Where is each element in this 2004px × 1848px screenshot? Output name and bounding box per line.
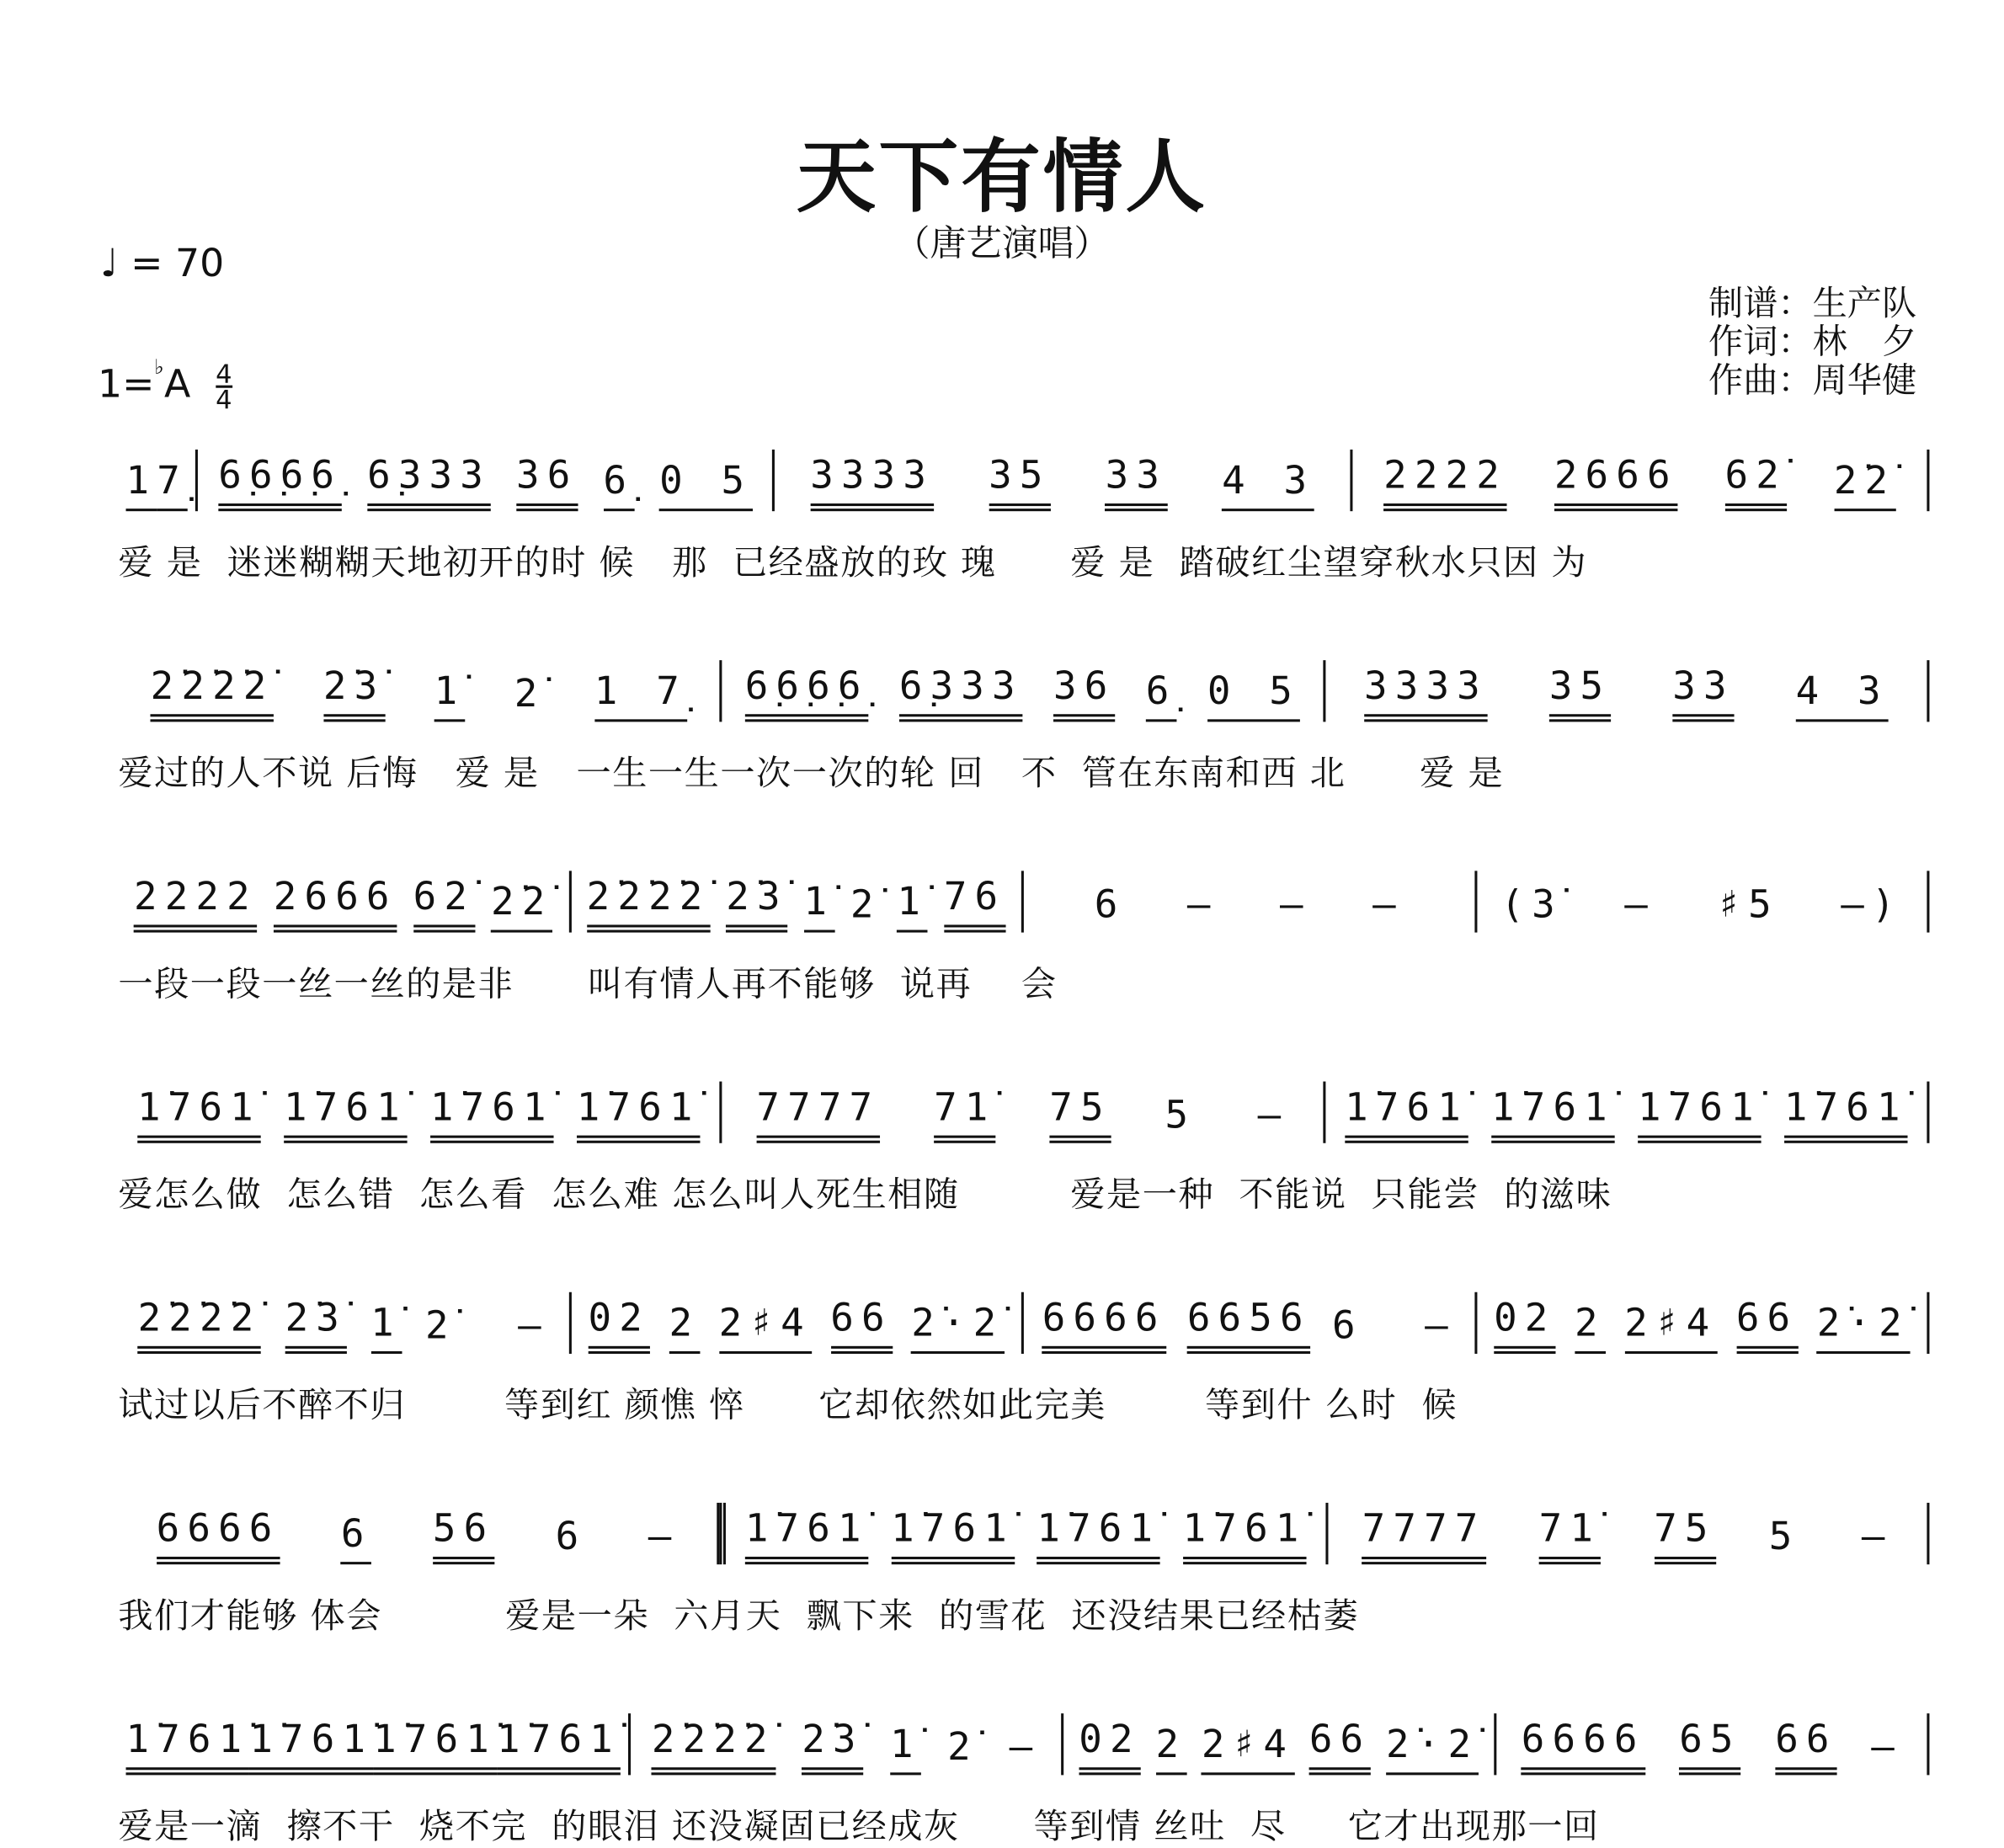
note-group: 1̇ (890, 1723, 921, 1776)
measure (631, 1713, 1063, 1775)
note-group: 4 3 (1222, 459, 1314, 512)
note-group: 36 (516, 454, 578, 512)
measure (198, 450, 775, 511)
note-group: 75 (1654, 1507, 1715, 1565)
note-group: 7777 (756, 1085, 880, 1143)
measure (571, 1292, 1024, 1354)
note-group: 2̇2̇2̇2̇ (587, 875, 711, 933)
note-group: 6 – (1331, 1303, 1456, 1349)
measure (1024, 1292, 1477, 1354)
note-group: 71̇ (1539, 1507, 1601, 1565)
note-group: 1̇ (897, 880, 928, 933)
key-signature (97, 354, 232, 415)
note-group: 1̇761̇ (745, 1507, 869, 1565)
note-group: 1 (126, 459, 157, 512)
measure (1477, 871, 1930, 932)
note-group: 1̇761̇ (284, 1085, 408, 1143)
note-group: 2666 (1554, 454, 1678, 512)
note-group: 02 (589, 1296, 650, 1354)
notation-line (118, 1711, 1929, 1775)
note-group: 6 – – – (1094, 882, 1404, 928)
measure (1325, 1082, 1929, 1143)
note-group: 7̣ (157, 459, 188, 512)
meter-bottom: 4 (216, 383, 232, 415)
measure (1024, 871, 1477, 932)
note-group: 6656 (1187, 1296, 1311, 1354)
note-group: 2̇3̇ (726, 875, 787, 933)
measure (118, 660, 722, 722)
note-group: 6̣6̣6̣6̣ (745, 664, 869, 722)
note-group: 66 (1309, 1718, 1371, 1776)
credit-arranger: 制谱：生产队 (1708, 284, 1917, 324)
measure (118, 1713, 631, 1775)
note-group: 1̇761̇ (497, 1718, 621, 1776)
score-row (118, 1500, 1929, 1638)
note-group: 1̇761̇ (1183, 1507, 1307, 1565)
lyrics-line: 试过以后不醉不归 等到红 颜憔 悴 它却依然如此完美 等到什 么时 候 (118, 1386, 1458, 1426)
note-group: 2♯4 (1202, 1723, 1294, 1776)
song-title: 天下有情人 (796, 130, 1208, 224)
time-signature (216, 357, 232, 415)
note-group: 2̇3̇ (323, 664, 385, 722)
note-group: 6̣333 (899, 664, 1023, 722)
note-group: 1̇761̇ (430, 1085, 554, 1143)
note-group: 6666 (1522, 1718, 1645, 1776)
note-group: 75 (1049, 1085, 1111, 1143)
score-row (118, 1079, 1929, 1217)
credit-lyricist: 作词：林 夕 (1708, 322, 1917, 363)
note-group: 1̇ (803, 880, 834, 933)
note-group: 2̇·2̇ (911, 1301, 1004, 1354)
note-group: 62̇ (1725, 454, 1787, 512)
meter-top: 4 (216, 357, 232, 389)
measure (118, 871, 571, 932)
score-row (118, 447, 1929, 584)
note-group: 6̣6̣6̣6̣ (218, 454, 342, 512)
lyrics-line: 爱怎么做 怎么错 怎么看 怎么难 怎么叫人死生相随 爱是一种 不能说 只能尝 的滋味 (118, 1174, 1612, 1216)
note-group: 1̇761̇ (373, 1718, 497, 1776)
measure (722, 660, 1325, 722)
measure (1063, 1713, 1496, 1775)
note-group: 56 (433, 1507, 494, 1565)
note-group: 0 5 (659, 459, 752, 512)
note-group: 33 (1106, 454, 1167, 512)
note-group: 3333 (1364, 664, 1488, 722)
note-group: 6666 (157, 1507, 280, 1565)
note-group: 36 (1053, 664, 1115, 722)
note-group: 6666 (1042, 1296, 1166, 1354)
note-group: 2̇ (850, 882, 882, 928)
note-group: 2̇ – (424, 1303, 549, 1349)
note-group: 1̇761̇ (249, 1718, 373, 1776)
notation-line (118, 868, 1929, 932)
note-group: 2̇ – (947, 1724, 1041, 1771)
measure (118, 1503, 719, 1564)
note-group: 5 – (1165, 1093, 1289, 1138)
measure (775, 450, 1352, 511)
note-group: 35 (989, 454, 1050, 512)
note-group: 2̇2̇2̇2̇ (151, 664, 274, 722)
note-group: 1̇761̇ (1345, 1085, 1468, 1143)
note-group: (3̇ – ♯5 –) (1500, 882, 1903, 928)
note-group: 2̇2̇ (491, 880, 552, 933)
note-group: 4 3 (1796, 669, 1889, 722)
measure (720, 1503, 1328, 1564)
note-group: 66 (830, 1296, 892, 1354)
credits (1708, 285, 1916, 401)
notation-line (118, 658, 1929, 722)
note-group: 2 (669, 1301, 700, 1354)
note-group: 6̣ (1146, 669, 1177, 722)
credit-composer: 作曲：周华健 (1708, 360, 1917, 401)
tempo-marking: ♩ = 70 (99, 241, 225, 287)
note-group: 2̇2̇2̇2̇ (138, 1296, 262, 1354)
note-group: 71̇ (934, 1085, 995, 1143)
key-prefix: 1= (97, 362, 155, 407)
note-group: 2666 (274, 875, 397, 933)
lyrics-line: 我们才能够 体会 爱是一朵 六月天 飘下来 的雪花 还没结果已经枯萎 (118, 1596, 1360, 1637)
note-group: 2̇·2̇ (1386, 1723, 1479, 1776)
score-row (118, 658, 1929, 795)
lyrics-line: 一段一段一丝一丝的是非 叫有情人再不能够 说再 会 (118, 964, 1058, 1005)
note-group: 1̇ (434, 669, 466, 722)
note-group: 1̇761̇ (1784, 1085, 1908, 1143)
note-group: 35 (1549, 664, 1611, 722)
measure (118, 1082, 722, 1143)
note-group: 33 (1672, 664, 1734, 722)
note-group: 7777 (1362, 1507, 1486, 1565)
lyrics-line: 爱过的人不说 后悔 爱 是 一生一生一次一次的轮 回 不 管在东南和西 北 爱 是 (118, 754, 1505, 794)
note-group: 2222 (1383, 454, 1507, 512)
note-group: 6 (341, 1512, 372, 1565)
note-group: 02 (1079, 1718, 1140, 1776)
measure (1352, 450, 1929, 511)
note-group: 6̣ (603, 459, 634, 512)
note-group: 2♯4 (719, 1301, 812, 1354)
note-group: 6̣333 (367, 454, 491, 512)
note-group: 66 (1736, 1296, 1798, 1354)
score-row (118, 1290, 1929, 1427)
note-group: 62̇ (413, 875, 475, 933)
note-group: 1̇761̇ (1037, 1507, 1160, 1565)
note-group: 6 – (555, 1514, 680, 1560)
note-group: 2♯4 (1624, 1301, 1717, 1354)
note-group: 66 (1775, 1718, 1836, 1776)
note-group: 1̇761̇ (137, 1085, 261, 1143)
lyrics-line: 爱 是 迷迷糊糊天地初开的时 候 那 已经盛放的玫 瑰 爱 是 踏破红尘望穿秋水只因 为 (118, 543, 1588, 583)
measure (118, 1292, 571, 1354)
flat-icon: ♭ (154, 354, 164, 380)
note-group: 2222 (134, 875, 258, 933)
note-group: 1 7̣ (594, 669, 687, 722)
note-group: 3333 (810, 454, 934, 512)
note-group: 2̇2̇2̇2̇ (652, 1718, 775, 1776)
notation-line (118, 447, 1929, 511)
lyrics-line: 爱是一滴 擦不干 烧不完 的眼泪 还没凝固已经成灰 等到情 丝吐 尽 它才出现那一回 (118, 1807, 1600, 1847)
note-group: 5 – (1768, 1514, 1893, 1560)
note-group: 76 (944, 875, 1005, 933)
song-subtitle: （唐艺演唱） (893, 221, 1111, 265)
notation-line (118, 1500, 1929, 1564)
note-group: 2̇ (514, 671, 546, 717)
measure (722, 1082, 1325, 1143)
note-group: 2̇3̇ (802, 1718, 863, 1776)
measure (118, 450, 198, 511)
note-group: 0 5 (1207, 669, 1300, 722)
note-group: 1̇761̇ (891, 1507, 1015, 1565)
note-group: 1̇761̇ (577, 1085, 701, 1143)
key-note: A (163, 362, 191, 407)
note-group: 2 (1155, 1723, 1186, 1776)
score-row (118, 1711, 1929, 1848)
note-group: 2̇·2̇ (1817, 1301, 1910, 1354)
measure (1328, 1503, 1929, 1564)
measure (1477, 1292, 1930, 1354)
measure (1325, 660, 1929, 722)
note-group: 1̇761̇ (1491, 1085, 1615, 1143)
measure (1496, 1713, 1929, 1775)
notation-line (118, 1290, 1929, 1354)
note-group: 1̇ (370, 1301, 402, 1354)
note-group: 65 (1679, 1718, 1740, 1776)
notation-line (118, 1079, 1929, 1143)
note-group: 02 (1494, 1296, 1555, 1354)
note-group: – (1871, 1724, 1902, 1771)
note-group: 1̇761̇ (126, 1718, 250, 1776)
measure (571, 871, 1024, 932)
note-group: 2̇3̇ (285, 1296, 347, 1354)
note-group: 2 (1575, 1301, 1606, 1354)
note-group: 1̇761̇ (1638, 1085, 1761, 1143)
score-row (118, 868, 1929, 1005)
note-group: 2̇2̇ (1834, 459, 1895, 512)
